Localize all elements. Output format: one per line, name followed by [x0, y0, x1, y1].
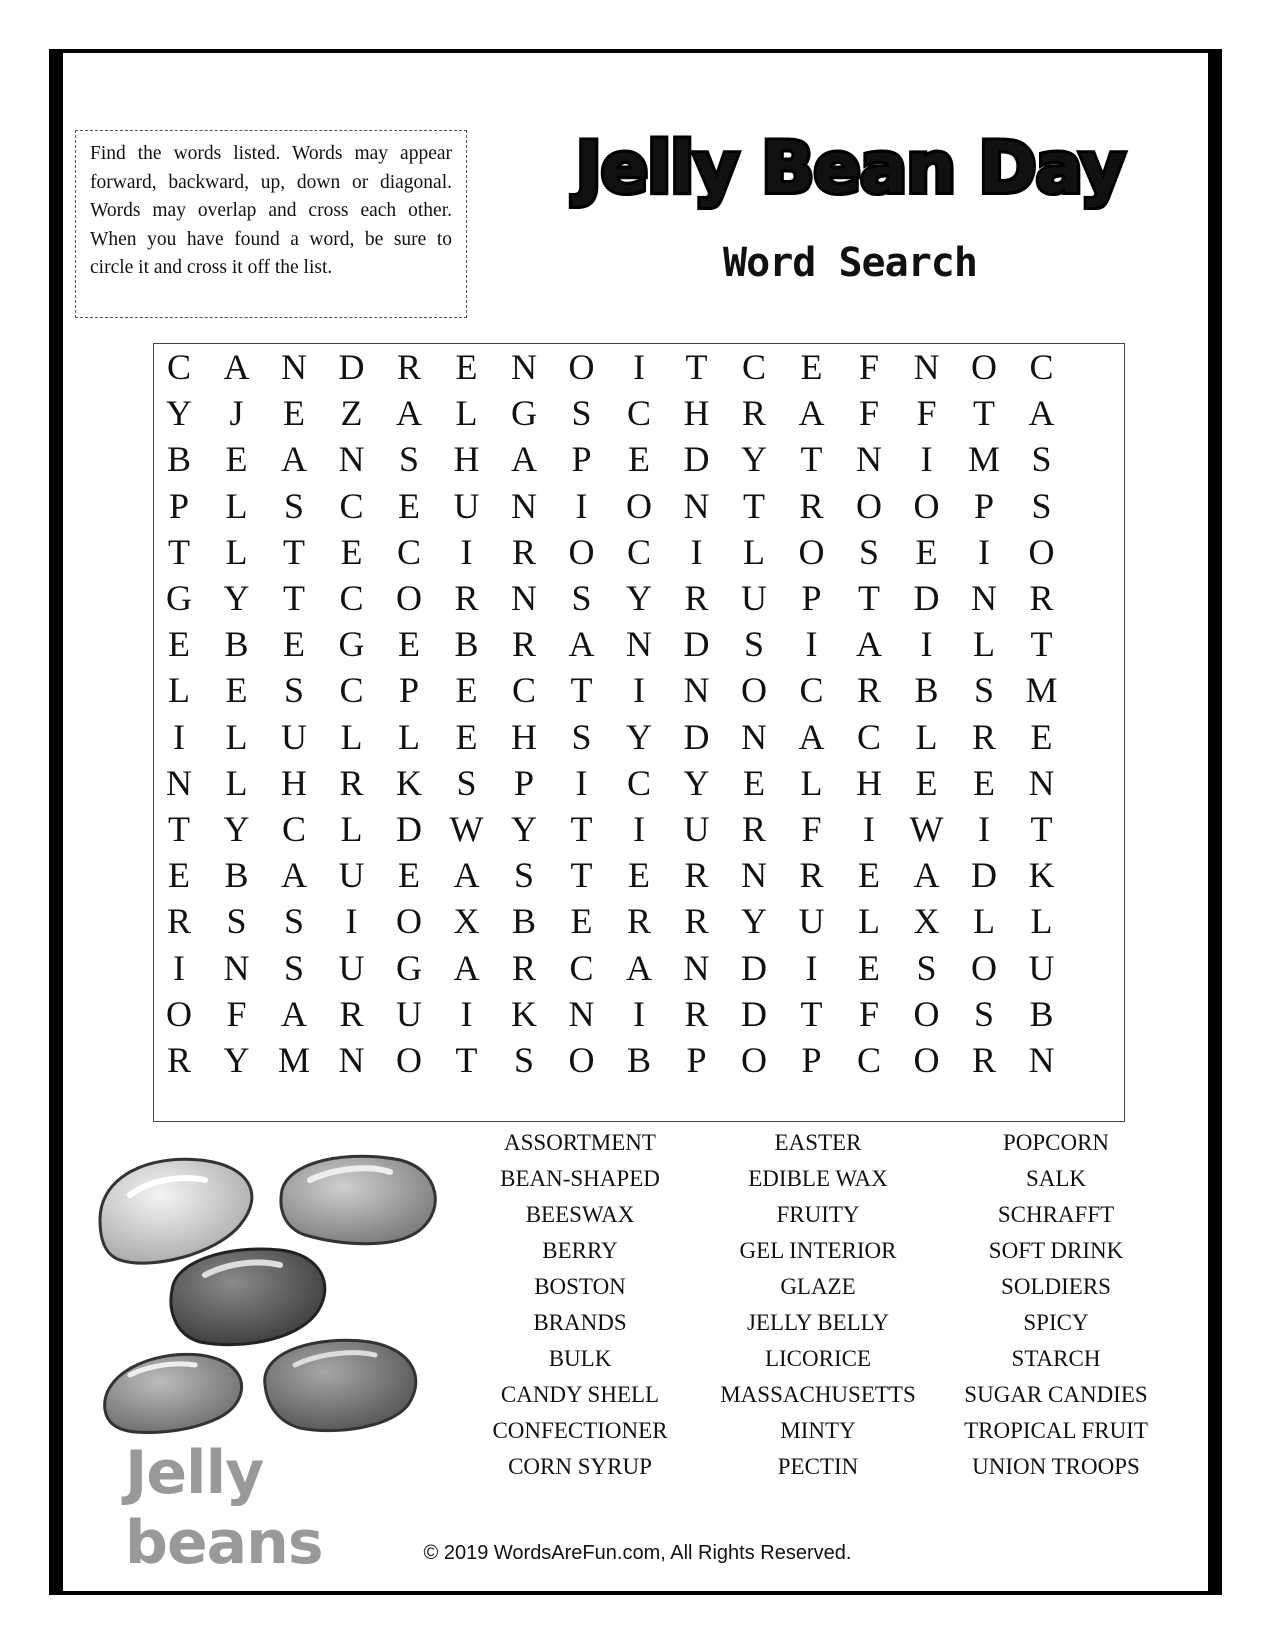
grid-cell[interactable]: I — [978, 809, 990, 849]
grid-cell[interactable]: R — [971, 716, 996, 757]
grid-cell[interactable]: G — [396, 947, 422, 988]
grid-cell[interactable]: A — [626, 947, 652, 988]
grid-cell[interactable]: A — [453, 947, 480, 988]
grid-cell[interactable]: A — [223, 347, 250, 387]
page-subtitle: Word Search — [723, 240, 977, 286]
grid-cell[interactable]: Y — [223, 578, 250, 618]
grid-cell[interactable]: G — [338, 624, 365, 665]
word-list-item: SALK — [1025, 1166, 1087, 1191]
grid-cell[interactable]: O — [971, 347, 997, 387]
grid-cell[interactable]: Y — [223, 1040, 250, 1080]
grid-cell[interactable]: C — [339, 485, 364, 526]
grid-cell[interactable]: P — [686, 1040, 707, 1080]
grid-cell[interactable]: X — [453, 901, 480, 942]
grid-cell[interactable]: L — [398, 716, 420, 757]
grid-cell[interactable]: L — [858, 901, 880, 942]
word-list-item: CORN SYRUP — [508, 1454, 652, 1479]
grid-cell[interactable]: C — [511, 670, 536, 711]
grid-cell[interactable]: N — [626, 624, 652, 665]
grid-cell[interactable]: T — [800, 993, 823, 1034]
letter-grid — [153, 343, 1125, 1122]
grid-cell[interactable]: R — [166, 1040, 191, 1080]
grid-cell[interactable]: A — [281, 439, 307, 480]
word-list-item: BEESWAX — [525, 1202, 635, 1227]
grid-cell[interactable]: S — [571, 578, 592, 618]
grid-cell[interactable]: N — [741, 716, 767, 757]
grid-cell[interactable]: R — [626, 901, 651, 942]
grid-cell[interactable]: U — [453, 485, 480, 526]
grid-cell[interactable]: B — [1029, 993, 1054, 1034]
word-list-item: SPICY — [1023, 1310, 1089, 1335]
grid-cell[interactable]: Y — [223, 809, 250, 849]
grid-cell[interactable]: N — [568, 993, 595, 1034]
grid-cell[interactable]: P — [973, 485, 995, 526]
grid-cell[interactable]: N — [683, 947, 710, 988]
grid-cell[interactable]: U — [281, 716, 307, 757]
grid-cell[interactable]: S — [513, 1040, 535, 1080]
grid-cell[interactable]: R — [339, 762, 364, 803]
grid-cell[interactable]: S — [398, 439, 420, 480]
grid-cell[interactable]: D — [683, 439, 710, 480]
jelly-beans-label: Jelly beans — [125, 1438, 323, 1578]
grid-cell[interactable]: I — [920, 439, 933, 480]
grid-cell[interactable]: N — [511, 485, 537, 526]
grid-cell[interactable]: L — [225, 716, 248, 757]
grid-cell[interactable]: N — [511, 578, 537, 618]
grid-cell[interactable]: L — [973, 624, 995, 665]
grid-cell[interactable]: L — [455, 393, 478, 434]
grid-cell[interactable]: D — [683, 624, 710, 665]
word-list-item: ASSORTMENT — [504, 1130, 656, 1155]
grid-cell[interactable]: D — [338, 347, 365, 387]
grid-cell[interactable]: I — [690, 531, 703, 572]
grid-cell[interactable]: O — [971, 947, 997, 988]
grid-cell[interactable]: E — [1030, 716, 1053, 757]
grid-cell[interactable]: H — [453, 439, 480, 480]
grid-cell[interactable]: D — [971, 855, 997, 896]
grid-cell[interactable]: I — [633, 993, 645, 1034]
grid-cell[interactable]: R — [684, 901, 709, 942]
grid-cell[interactable]: T — [800, 439, 823, 480]
grid-cell[interactable]: R — [741, 393, 766, 434]
grid-cell[interactable]: S — [283, 485, 305, 526]
grid-cell[interactable]: C — [626, 762, 651, 803]
grid-cell[interactable]: F — [226, 993, 247, 1034]
grid-cell[interactable]: D — [741, 947, 767, 988]
grid-cell[interactable]: Y — [626, 578, 652, 618]
grid-cell[interactable]: R — [971, 1040, 996, 1080]
word-list-item: FRUITY — [776, 1202, 860, 1227]
grid-cell[interactable]: L — [340, 716, 363, 757]
grid-cell[interactable]: R — [511, 531, 536, 572]
grid-cell[interactable]: O — [798, 531, 825, 572]
grid-cell[interactable]: P — [398, 670, 420, 711]
word-list-item: BRANDS — [533, 1310, 627, 1335]
grid-cell[interactable]: I — [345, 901, 358, 942]
grid-cell[interactable]: L — [225, 762, 248, 803]
grid-cell[interactable]: O — [396, 578, 422, 618]
grid-cell[interactable]: I — [460, 531, 473, 572]
grid-cell[interactable]: I — [460, 993, 473, 1034]
word-list-item: EASTER — [774, 1130, 862, 1155]
grid-cell[interactable]: O — [913, 485, 940, 526]
grid-cell[interactable]: H — [511, 716, 537, 757]
grid-cell[interactable]: Y — [166, 393, 192, 434]
grid-cell[interactable]: C — [856, 716, 881, 757]
grid-cell[interactable]: R — [166, 901, 191, 942]
grid-cell[interactable]: L — [1030, 901, 1053, 942]
grid-cell[interactable]: S — [916, 947, 937, 988]
grid-cell[interactable]: M — [1025, 670, 1058, 711]
grid-cell[interactable]: T — [1030, 624, 1053, 665]
grid-cell[interactable]: B — [454, 624, 479, 665]
grid-cell[interactable]: D — [913, 578, 940, 618]
grid-cell[interactable]: R — [684, 993, 709, 1034]
grid-cell[interactable]: N — [511, 347, 537, 387]
grid-cell[interactable]: U — [396, 993, 422, 1034]
grid-cell[interactable]: L — [340, 809, 363, 849]
grid-cell[interactable]: O — [396, 1040, 422, 1080]
grid-cell[interactable]: A — [511, 439, 537, 480]
grid-cell[interactable]: I — [633, 347, 645, 387]
grid-cell[interactable]: A — [453, 855, 480, 896]
grid-cell[interactable]: E — [858, 947, 880, 988]
grid-cell[interactable]: E — [225, 439, 248, 480]
grid-cell[interactable]: R — [684, 578, 709, 618]
word-list-item: GLAZE — [780, 1274, 856, 1299]
grid-cell[interactable]: A — [798, 716, 825, 757]
grid-cell[interactable]: E — [743, 762, 765, 803]
jelly-beans-illustration — [90, 1150, 450, 1440]
grid-cell[interactable]: C — [166, 347, 191, 387]
grid-cell[interactable]: I — [805, 947, 818, 988]
word-list-item: TROPICAL FRUIT — [964, 1418, 1148, 1443]
grid-cell[interactable]: O — [568, 531, 595, 572]
grid-cell[interactable]: S — [283, 947, 305, 988]
grid-cell[interactable]: S — [973, 993, 995, 1034]
grid-cell[interactable]: E — [800, 347, 823, 387]
grid-cell[interactable]: D — [741, 993, 767, 1034]
grid-cell[interactable]: R — [856, 670, 881, 711]
grid-cell[interactable]: I — [633, 809, 645, 849]
grid-cell[interactable]: X — [913, 901, 940, 942]
grid-cell[interactable]: C — [339, 670, 364, 711]
grid-cell[interactable]: B — [224, 624, 249, 665]
grid-cell[interactable]: E — [915, 531, 938, 572]
grid-cell[interactable]: E — [168, 624, 190, 665]
grid-cell[interactable]: E — [455, 670, 478, 711]
grid-cell[interactable]: E — [225, 670, 248, 711]
grid-cell[interactable]: E — [168, 855, 190, 896]
grid-cell[interactable]: O — [568, 1040, 595, 1080]
grid-cell[interactable]: T — [283, 578, 305, 618]
grid-cell[interactable]: Y — [626, 716, 652, 757]
grid-cell[interactable]: Y — [511, 809, 537, 849]
grid-cell[interactable]: D — [396, 809, 422, 849]
grid-cell[interactable]: N — [1028, 762, 1055, 803]
grid-cell[interactable]: N — [683, 670, 710, 711]
grid-cell[interactable]: N — [971, 578, 997, 618]
grid-cell[interactable]: T — [743, 485, 765, 526]
grid-cell[interactable]: G — [511, 393, 537, 434]
word-list-item: BOSTON — [534, 1274, 626, 1299]
grid-cell[interactable]: R — [799, 485, 824, 526]
grid-cell[interactable]: C — [856, 1040, 881, 1080]
grid-cell[interactable]: E — [398, 485, 420, 526]
grid-cell[interactable]: I — [920, 624, 933, 665]
grid-cell[interactable]: T — [1030, 809, 1053, 849]
grid-cell[interactable]: R — [454, 578, 479, 618]
grid-cell[interactable]: E — [398, 624, 420, 665]
grid-cell[interactable]: A — [856, 624, 882, 665]
grid-cell[interactable]: E — [340, 531, 363, 572]
grid-cell[interactable]: D — [683, 716, 710, 757]
grid-cell[interactable]: N — [166, 762, 192, 803]
word-list-item: CONFECTIONER — [492, 1418, 668, 1443]
word-list-item: SUGAR CANDIES — [964, 1382, 1148, 1407]
grid-cell[interactable]: R — [396, 347, 421, 387]
grid-cell[interactable]: B — [224, 855, 249, 896]
grid-cell[interactable]: A — [913, 855, 940, 896]
word-list-item: EDIBLE WAX — [748, 1166, 888, 1191]
grid-cell[interactable]: S — [858, 531, 880, 572]
grid-cell[interactable]: C — [799, 670, 824, 711]
grid-cell[interactable]: N — [338, 1040, 365, 1080]
grid-cell[interactable]: P — [513, 762, 535, 803]
grid-cell[interactable]: O — [741, 1040, 767, 1080]
grid-cell[interactable]: I — [633, 670, 645, 711]
grid-cell[interactable]: G — [166, 578, 192, 618]
grid-cell[interactable]: P — [801, 1040, 822, 1080]
grid-cell[interactable]: R — [1029, 578, 1054, 618]
grid-cell[interactable]: R — [799, 855, 824, 896]
grid-cell[interactable]: U — [338, 947, 365, 988]
grid-cell[interactable]: L — [168, 670, 190, 711]
grid-cell[interactable]: T — [973, 393, 995, 434]
word-list-item: UNION TROOPS — [972, 1454, 1140, 1479]
grid-cell[interactable]: P — [801, 578, 822, 618]
jelly-bean-3 — [171, 1249, 325, 1345]
word-list-item: BERRY — [542, 1238, 618, 1263]
jelly-bean-2 — [281, 1156, 435, 1244]
grid-cell[interactable]: R — [511, 624, 536, 665]
grid-cell[interactable]: H — [281, 762, 307, 803]
jelly-bean-1 — [100, 1159, 252, 1263]
grid-cell[interactable]: K — [1028, 855, 1055, 896]
grid-cell[interactable]: U — [1028, 947, 1055, 988]
grid-cell[interactable]: A — [798, 393, 825, 434]
grid-cell[interactable]: W — [449, 809, 484, 849]
grid-cell[interactable]: I — [863, 809, 875, 849]
word-list-item: PECTIN — [777, 1454, 859, 1479]
grid-cell[interactable]: O — [568, 347, 595, 387]
grid-cell[interactable]: C — [339, 578, 364, 618]
grid-cell[interactable]: I — [173, 716, 185, 757]
grid-cell[interactable]: O — [741, 670, 767, 711]
word-list-item: CANDY SHELL — [500, 1382, 660, 1407]
word-list-item: JELLY BELLY — [746, 1310, 890, 1335]
word-list-item: BEAN-SHAPED — [500, 1166, 660, 1191]
grid-cell[interactable]: M — [277, 1040, 310, 1080]
grid-cell[interactable]: T — [168, 531, 190, 572]
grid-cell[interactable]: O — [913, 993, 940, 1034]
grid-cell[interactable]: I — [805, 624, 818, 665]
grid-cell[interactable]: F — [858, 993, 880, 1034]
grid-cell[interactable]: E — [455, 347, 478, 387]
grid-cell[interactable]: P — [571, 439, 592, 480]
grid-cell[interactable]: A — [396, 393, 422, 434]
grid-cell[interactable]: N — [338, 439, 365, 480]
grid-cell[interactable]: O — [626, 485, 652, 526]
grid-cell[interactable]: T — [570, 855, 593, 896]
grid-cell[interactable]: U — [741, 578, 767, 618]
grid-cell[interactable]: C — [281, 809, 306, 849]
grid-cell[interactable]: N — [913, 347, 940, 387]
grid-cell[interactable]: B — [511, 901, 536, 942]
copyright: © 2019 WordsAreFun.com, All Rights Reserved. — [423, 1542, 852, 1564]
grid-cell[interactable]: I — [978, 531, 990, 572]
grid-cell[interactable]: Z — [340, 393, 363, 434]
grid-cell[interactable]: F — [858, 347, 880, 387]
grid-cell[interactable]: S — [283, 670, 305, 711]
grid-cell[interactable]: O — [1028, 531, 1055, 572]
grid-cell[interactable]: O — [396, 901, 422, 942]
grid-cell[interactable]: I — [575, 762, 588, 803]
grid-cell[interactable]: E — [570, 901, 593, 942]
grid-cell[interactable]: C — [1029, 347, 1054, 387]
grid-cell[interactable]: S — [456, 762, 477, 803]
grid-cell[interactable]: S — [513, 855, 535, 896]
grid-cell[interactable]: K — [511, 993, 537, 1034]
word-list-item: SCHRAFFT — [997, 1202, 1115, 1227]
word-list-item: POPCORN — [1002, 1130, 1110, 1155]
grid-cell[interactable]: T — [570, 809, 593, 849]
grid-cell[interactable]: E — [915, 762, 938, 803]
grid-cell[interactable]: P — [168, 485, 190, 526]
grid-cell[interactable]: L — [225, 485, 248, 526]
grid-cell[interactable]: A — [281, 993, 307, 1034]
grid-cell[interactable]: T — [858, 578, 880, 618]
grid-cell[interactable]: A — [568, 624, 595, 665]
grid-cell[interactable]: E — [455, 716, 478, 757]
grid-cell[interactable]: S — [571, 393, 592, 434]
grid-cell[interactable]: S — [1031, 485, 1052, 526]
grid-cell[interactable]: M — [967, 439, 1000, 480]
grid-cell[interactable]: B — [914, 670, 939, 711]
grid-cell[interactable]: N — [1028, 1040, 1055, 1080]
grid-cell[interactable]: Y — [741, 901, 767, 942]
word-list-item: MINTY — [780, 1418, 856, 1443]
grid-cell[interactable]: S — [571, 716, 592, 757]
grid-cell[interactable]: F — [916, 393, 937, 434]
grid-cell[interactable]: F — [801, 809, 822, 849]
grid-cell[interactable]: S — [743, 624, 765, 665]
grid-cell[interactable]: A — [281, 855, 307, 896]
word-list-item: MASSACHUSETTS — [720, 1382, 916, 1407]
grid-cell[interactable]: H — [856, 762, 882, 803]
page-title: Jelly Bean Day — [575, 127, 1125, 209]
grid-cell[interactable]: T — [455, 1040, 478, 1080]
grid-cell[interactable]: T — [570, 670, 593, 711]
grid-cell[interactable]: T — [685, 347, 708, 387]
grid-cell[interactable]: N — [856, 439, 882, 480]
grid-cell[interactable]: C — [741, 347, 766, 387]
grid-cell[interactable]: O — [913, 1040, 940, 1080]
grid-cell[interactable]: T — [283, 531, 305, 572]
grid-cell[interactable]: N — [683, 485, 710, 526]
grid-cell[interactable]: N — [223, 947, 250, 988]
grid-cell[interactable]: R — [511, 947, 536, 988]
grid-cell[interactable]: L — [743, 531, 765, 572]
grid-cell[interactable]: Y — [683, 762, 710, 803]
grid-cell[interactable]: E — [973, 762, 995, 803]
grid-cell[interactable]: Y — [741, 439, 767, 480]
grid-cell[interactable]: E — [283, 624, 305, 665]
grid-cell[interactable]: U — [798, 901, 825, 942]
grid-cell[interactable]: E — [628, 855, 650, 896]
grid-cell[interactable]: L — [915, 716, 938, 757]
grid-cell[interactable]: O — [856, 485, 882, 526]
grid-cell[interactable]: E — [398, 855, 420, 896]
grid-cell[interactable]: L — [800, 762, 823, 803]
grid-cell[interactable]: C — [396, 531, 421, 572]
grid-cell[interactable]: C — [626, 393, 651, 434]
jelly-bean-5 — [265, 1340, 416, 1430]
word-list-item: LICORICE — [764, 1346, 872, 1371]
word-list-item: SOLDIERS — [1001, 1274, 1111, 1299]
grid-cell[interactable]: S — [1031, 439, 1052, 480]
grid-cell[interactable]: F — [858, 393, 880, 434]
grid-cell[interactable]: H — [683, 393, 710, 434]
grid-cell[interactable]: U — [683, 809, 710, 849]
grid-cell[interactable]: N — [281, 347, 307, 387]
grid-cell[interactable]: S — [226, 901, 247, 942]
instructions-box: Find the words listed. Words may appear forward, backward, up, down or diagonal. Words may overlap and cross each other. When you have found a word, be sure to circle it and cross it off the list. — [75, 130, 467, 318]
grid-cell[interactable]: A — [1028, 393, 1055, 434]
grid-cell[interactable]: E — [283, 393, 305, 434]
grid-cell[interactable]: R — [741, 809, 766, 849]
grid-cell[interactable]: I — [173, 947, 185, 988]
grid-cell[interactable]: C — [569, 947, 594, 988]
grid-cell[interactable]: S — [283, 901, 305, 942]
grid-cell[interactable]: B — [166, 439, 191, 480]
word-list-item: BULK — [548, 1346, 612, 1371]
grid-cell[interactable]: R — [339, 993, 364, 1034]
grid-cell[interactable]: E — [858, 855, 880, 896]
grid-cell[interactable]: O — [166, 993, 192, 1034]
jelly-bean-4 — [105, 1354, 242, 1432]
grid-cell[interactable]: I — [575, 485, 588, 526]
grid-cell[interactable]: U — [338, 855, 365, 896]
grid-cell[interactable]: R — [684, 855, 709, 896]
grid-cell[interactable]: W — [909, 809, 944, 849]
grid-cell[interactable]: B — [626, 1040, 651, 1080]
word-list-item: GEL INTERIOR — [739, 1238, 897, 1263]
grid-cell[interactable]: T — [168, 809, 190, 849]
grid-cell[interactable]: L — [973, 901, 995, 942]
grid-cell[interactable]: S — [973, 670, 995, 711]
grid-cell[interactable]: E — [628, 439, 650, 480]
grid-cell[interactable]: L — [225, 531, 248, 572]
word-list-item: SOFT DRINK — [988, 1238, 1124, 1263]
grid-cell[interactable]: K — [396, 762, 422, 803]
grid-cell[interactable]: J — [229, 393, 244, 434]
grid-cell[interactable]: N — [741, 855, 767, 896]
grid-cell[interactable]: C — [626, 531, 651, 572]
word-list-item: STARCH — [1011, 1346, 1101, 1371]
